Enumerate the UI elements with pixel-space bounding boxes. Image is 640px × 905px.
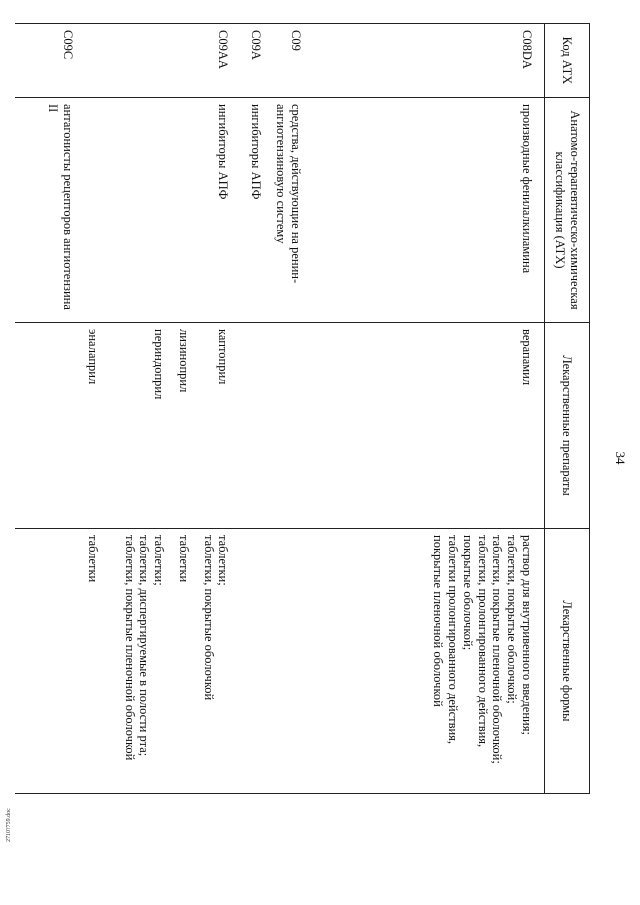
cell-drug [15, 323, 85, 529]
cell-forms [176, 529, 201, 794]
cell-drug [273, 323, 423, 529]
cell-code: C09AA [201, 24, 249, 98]
page-number: 34 [613, 451, 628, 465]
form-line: покрытые оболочкой; [461, 535, 475, 651]
form-line: раствор для внутривенного введения; [520, 535, 534, 735]
cell-drug [249, 323, 274, 529]
cell-code: C08DA [423, 24, 545, 98]
header-forms: Лекарственные формы [545, 529, 590, 794]
form-line: таблетки пролонгированного действия, [446, 535, 461, 745]
cell-forms [273, 529, 423, 794]
form-line: таблетки, покрытые пленочной оболочкой [122, 535, 137, 761]
cell-drug: верапамил [423, 323, 545, 529]
cell-forms [423, 529, 545, 794]
cell-classification: ингибиторы АПФ [249, 98, 274, 323]
cell-classification [122, 98, 176, 323]
cell-forms [122, 529, 176, 794]
cell-classification: антагонисты рецепторов ангиотензина II [15, 98, 85, 323]
cell-classification [85, 98, 122, 323]
table-row [273, 24, 423, 794]
cell-drug: лизиноприл [176, 323, 201, 529]
cell-code: C09A [249, 24, 274, 98]
header-drugs: Лекарственные препараты [545, 323, 590, 529]
table-row [423, 24, 545, 794]
cell-classification: средства, действующие на ренин-ангиотензиновую систему [273, 98, 423, 323]
cell-drug: периндоприл [122, 323, 176, 529]
atx-drug-table [15, 23, 590, 794]
form-line: таблетки, диспергируемые в полости рта; [137, 535, 152, 757]
form-line: таблетки; [216, 535, 231, 586]
form-line: таблетки, пролонгированного действия, [475, 535, 490, 748]
cell-code: C09 [273, 24, 423, 98]
cell-code [122, 24, 176, 98]
cell-forms [201, 529, 249, 794]
form-line: таблетки; [152, 535, 167, 586]
table-row [85, 24, 122, 794]
cell-code [176, 24, 201, 98]
cell-code: C09C [15, 24, 85, 98]
form-line: таблетки [177, 535, 191, 583]
table-row [249, 24, 274, 794]
table-row [122, 24, 176, 794]
cell-forms [85, 529, 122, 794]
cell-classification [176, 98, 201, 323]
cell-classification: производные фенилалкиламина [423, 98, 545, 323]
cell-drug: каптоприл [201, 323, 249, 529]
form-line: таблетки, покрытые оболочкой; [505, 535, 520, 704]
cell-forms [15, 529, 85, 794]
cell-drug: эналаприл [85, 323, 122, 529]
form-line: таблетки, покрытые оболочкой [201, 535, 216, 701]
form-line: таблетки [86, 535, 100, 583]
table-header-row [545, 24, 590, 794]
cell-code [85, 24, 122, 98]
header-code: Код АТХ [545, 24, 590, 98]
table-row [176, 24, 201, 794]
cell-forms [249, 529, 274, 794]
table-row [15, 24, 85, 794]
cell-classification: ингибиторы АПФ [201, 98, 249, 323]
form-line: покрытые пленочной оболочкой [431, 535, 446, 707]
form-line: таблетки, покрытые пленочной оболочкой; [490, 535, 505, 764]
footer-document-code: 2710?759.doc [6, 808, 12, 842]
header-classification: Анатомо-терапевтическо-химическая классификация (АТХ) [545, 98, 590, 323]
table-row [201, 24, 249, 794]
